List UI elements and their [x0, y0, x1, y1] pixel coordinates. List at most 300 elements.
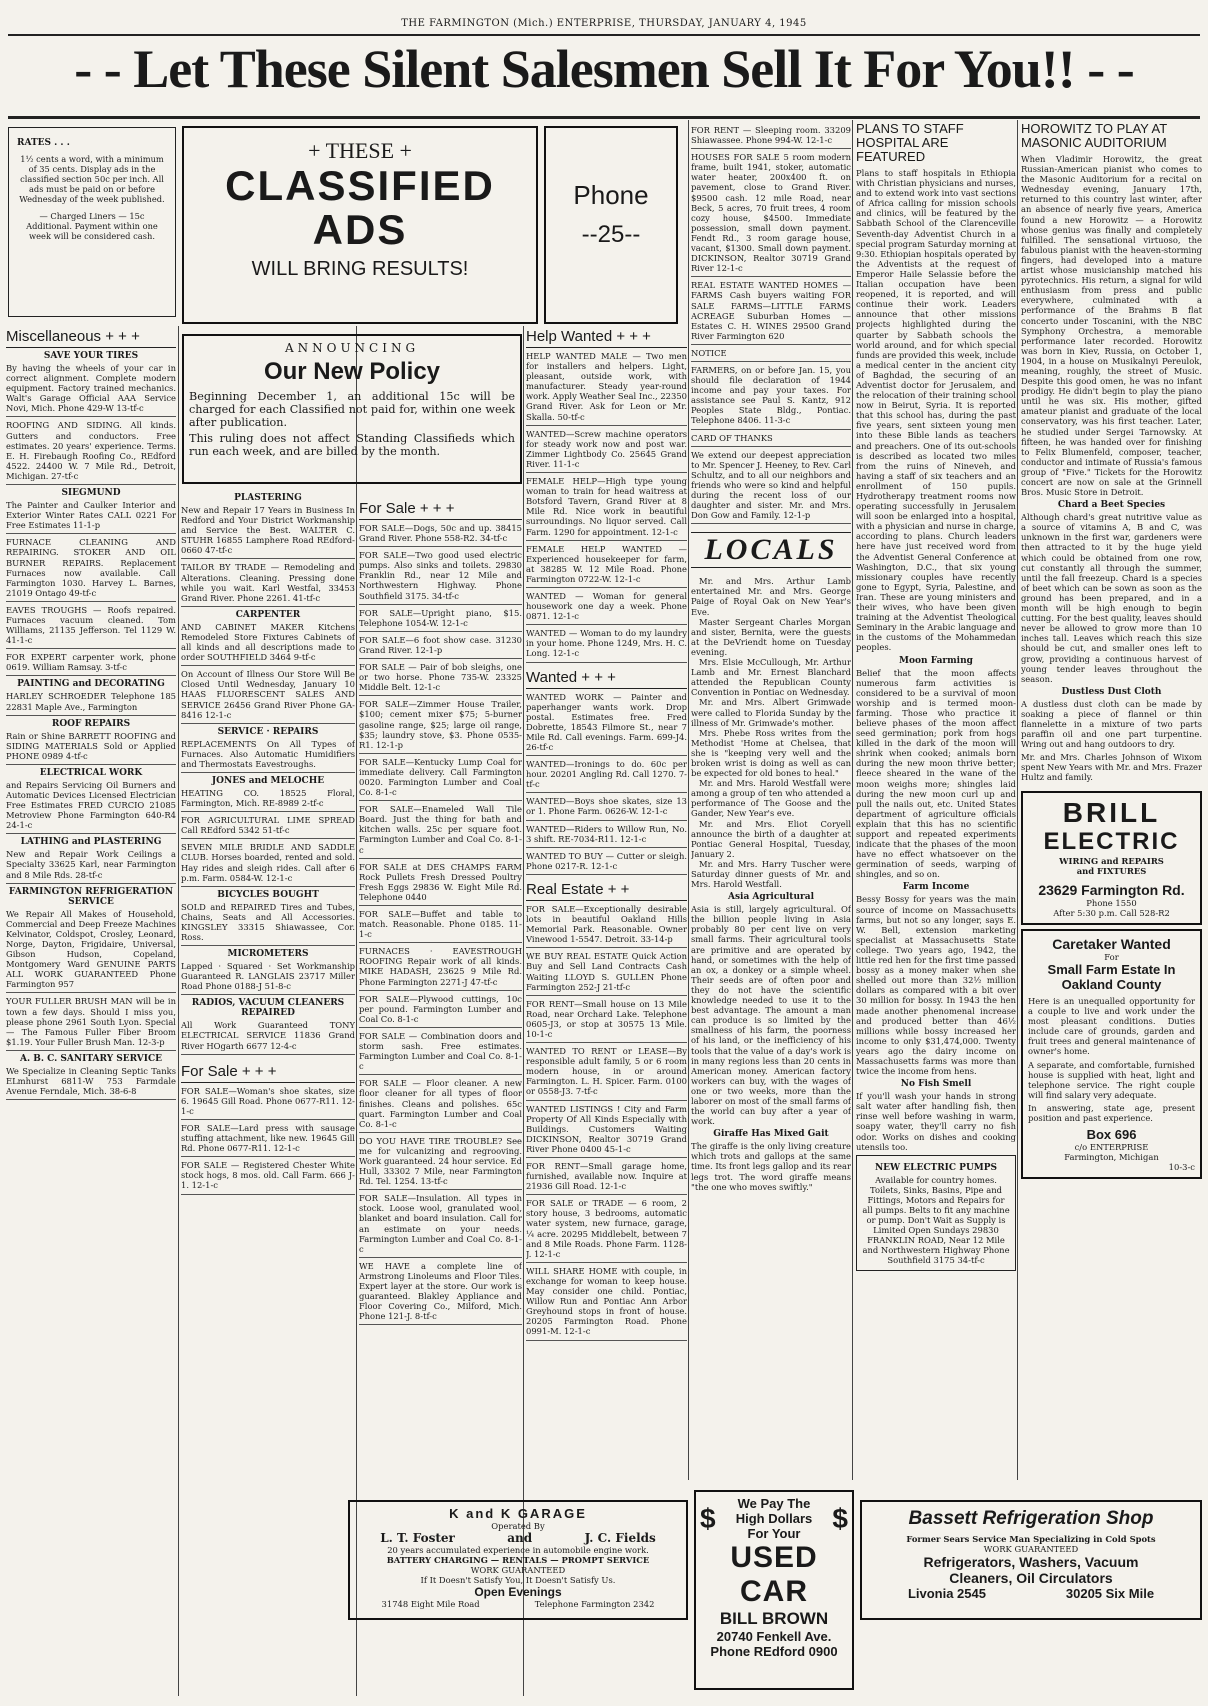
classified-ad [359, 1261, 522, 1322]
col-divider [523, 326, 524, 1696]
ad-text: DO YOU HAVE TIRE TROUBLE? See me for vulcanizing and regrooving. Work guaranteed. 24 hour service. Ed Hull, 33302 7 Mile, near Farmington Rd. Tel. 1254. 13-tf-c [359, 1135, 522, 1187]
ad-text: REPLACEMENTS On All Types of Furnaces. Also Automatic Humidifiers and Thermostats Eavestroughs. [181, 738, 355, 769]
col-divider [688, 120, 689, 1480]
ad-text: FOR SALE — Combination doors and storm sash. Free estimates. Farmington Lumber and Coal Co. 8-1-c [359, 1030, 522, 1072]
ad-text: FOR SALE—Enameled Wall Tile Board. Just the thing for bath and kitchen walls. 25c per square foot. Farmington Lumber and Coal Co. 8-1-c [359, 804, 522, 855]
locals-items [691, 576, 851, 889]
ad-divider [359, 631, 522, 632]
ad-divider [359, 658, 522, 659]
kk-heading: K and K GARAGE [449, 1506, 587, 1521]
ad-text: AND CABINET MAKER Kitchens Remodeled Store Fixtures Cabinets of all kinds and all descriptions made to order SOUTHFIELD 3464 9-tf-c [181, 621, 355, 663]
ad-divider [359, 990, 522, 991]
bassett-l2: Refrigerators, Washers, Vacuum [923, 1554, 1139, 1571]
classified-ad [526, 476, 687, 537]
moon-heading: Moon Farming [899, 655, 973, 666]
kk-garage-ad [348, 1500, 688, 1620]
kk-operated: Operated By [491, 1521, 545, 1531]
classified-ad [526, 999, 687, 1039]
classified-ad [691, 348, 851, 358]
ad-heading: BICYCLES BOUGHT [217, 889, 319, 900]
ad-text: and Repairs Servicing Oil Burners and Automatic Devices Licensed Electrician Free Estimates FRED CURCIO 21085 Metroview Phone Farmington 640-R4 24-1-c [6, 779, 176, 831]
pumps-body: Available for country homes. Toilets, Sinks, Basins, Pipe and Fittings, Motors and Repairs for all pumps. Belts to fit any machine or pump. Don't Wait as Supply is Limited Open Sundays 29830 FRANKLIN ROAD, Near 12 Mile and Northwestern Highway Phone Southfield 3175 34-tf-c [862, 1174, 1010, 1266]
policy-box [182, 330, 522, 490]
ad-divider [6, 715, 176, 716]
ad-text: NOTICE [691, 347, 727, 358]
caretaker-code: 10-3-c [1168, 1162, 1195, 1173]
col-divider [852, 120, 853, 1480]
moon-body: Belief that the moon affects numerous farm activities is considered to be a survival of moon worship and is termed moon-farming. Those who practice it believe phases of the moon affect seed germination; pork from hogs killed in the dark of the moon will shrink when cooked; animals born during the new moon thrive better; fleece sheared in the wane of the moon weighs more; shingles laid during the new moon curl up and pull the nails out, etc. United States department of agriculture officials explain that this has no scientific support and repeated experiments indicate that the phases of the moon have no effect whatsoever on the germination of seeds, warping of shingles, and so on. [856, 667, 1016, 880]
classified-ad [691, 365, 851, 426]
ad-text: FOR SALE—Insulation. All types in stock. Loose wool, granulated wool, blanket and board insulation. Call for an estimate on your needs. Farmington Lumber and Coal Co. 8-1-c [359, 1193, 522, 1254]
ad-text: FOR SALE—Plywood cuttings, 10c per pound. Farmington Lumber and Coal Co. 8-1-c [359, 993, 522, 1024]
giraffe-body: The giraffe is the only living creature which trots and gallops at the same time. Its front legs gallop and its rear legs trot. The word giraffe means "the one who moves swiftly." [691, 1141, 851, 1192]
dustcloth-body: A dustless dust cloth can be made by soaking a piece of flannel or thin flannelette in a mixture of two parts paraffin oil and one part turpentine. Wring out and hang outdoors to dry. [1021, 698, 1202, 750]
classified-ad [181, 1160, 355, 1190]
caretaker-heading: Caretaker Wanted [1052, 935, 1171, 952]
classified-ad [6, 351, 176, 413]
locals-item: Master Sergeant Charles Morgan and sister, Bernita, were the guests at the DeVriendt home on Tuesday evening. [691, 616, 851, 657]
ad-divider [691, 276, 851, 277]
classified-ad [6, 719, 176, 761]
classified-ad [359, 804, 522, 854]
section-header-forsale: For Sale + + + [359, 498, 522, 520]
ad-text: FOR SALE at DES CHAMPS FARM Rock Pullets Fresh Dressed Poultry Fresh Eggs 29836 W. Eight Mile Rd. Telephone 0440 [359, 861, 522, 902]
classified-ad [181, 1123, 355, 1153]
classified-ad [359, 699, 522, 749]
fish-smell-heading: No Fish Smell [900, 1079, 972, 1090]
ad-text: WANTED TO RENT or LEASE—By responsible adult family, 5 or 6 room modern house, in or around Farmington. L. H. Spicer. Farm. 0100 or 0558-J3. 7-tf-c [526, 1046, 687, 1097]
classified-ad [526, 1161, 687, 1191]
hospital-body: Plans to staff hospitals in Ethiopia with Christian physicians and nurses, and to extend work into vast sections of Africa calling for mission schools and clinics, will be featured by the Sabbath School of the Clarenceville Seventh-day Adventist Church in a special program Saturday morning at 9:30. Ethiopian hospitals operated by the Adventists at the request of Emperor Haile Selassie before the Italian occupation have been reopened, it is reported, and will continue their work. Leaders announce that other missions projects highlighted during the quarter by Sabbath schools the world around, and for which special funds are provided this week, include a medical center in the ancient city of Baghdad, the securing of an Adventist doctor for Jerusalem, and the relocation of their training school now in Beirut, Syria. It is reported that this school has, during the past five years, sent sixteen young men into these Bible lands as teachers and preachers. One of its out-schools is described as located two miles from the ruins of Nineveh, and having a staff of six teachers and an enrollment of 150 pupils. Hydrotherapy treatment rooms now operating successfully in Jerusalem will soon be enlarged into a hospital, with a physician and nurse in charge, according to plans. Church leaders here have just received word from the Adventist General Conference at Washington, D.C., that six young missionary couples have recently gone to Egypt, Syria, Palestine, and Iran. These are young ministers and their wives, who have been given training at the Adventist Theological Seminary in the Arabic language and in the customs of the Mohammedan peoples. [856, 168, 1016, 653]
ad-divider [526, 472, 687, 473]
classified-ad [691, 433, 851, 443]
kk-satisfy: If It Doesn't Satisfy You, It Doesn't Satisfy Us. [420, 1575, 616, 1586]
classified-ad [359, 1193, 522, 1254]
classified-ad [359, 1136, 522, 1186]
bassett-heading: Bassett Refrigeration Shop [908, 1508, 1154, 1529]
ad-heading: A. B. C. SANITARY SERVICE [20, 1053, 162, 1064]
ad-divider [526, 540, 687, 541]
ad-text: ROOFING AND SIDING. All kinds. Gutters and conductors. Free estimates. 20 years' experience. Terms. E. H. Firebaugh Roofing Co., REdford 4522. 24400 W. 7 Mile Rd., Detroit, Michigan. 27-tf-c [6, 420, 176, 481]
realestate-ads [526, 904, 687, 1341]
classified-ad [181, 562, 355, 602]
classified-ad [181, 815, 355, 835]
classified-ad [526, 692, 687, 753]
ad-divider [181, 1156, 355, 1157]
classified-ad [181, 890, 355, 942]
classified-ad [359, 757, 522, 797]
classified-ad [181, 842, 355, 882]
ad-text: FOR RENT—Small garage home, furnished, available now. Inquire at 21936 Gill Road. 12-1-c [526, 1161, 687, 1192]
ad-text: HOUSES FOR SALE 5 room modern frame, built 1941, stoker, automatic water heater, 200x400 ft. on pavement, close to Grand River. $9500 cash. 12 mile Road, near Beck, 5 acres, 70 fruit trees, 4 room cozy house, $4500. Immediate possession, small down payment. Fendt Rd., 3 room garage house, vacant, $1300. Small down payment. DICKINSON, Realtor 30719 Grand River 12-1-c [691, 152, 851, 274]
ad-text: On Account of Illness Our Store Will Be Closed Until Wednesday, January 10 HAAS FLUORESCENT SALES AND SERVICE 26456 Grand River Phone GA-8416 12-1-c [181, 669, 355, 720]
locals-item: Mr. and Mrs. Eliot Coryell announce the birth of a daughter at Pontiac General Hospital, Tuesday, January 2. [691, 818, 851, 859]
ad-heading: SIEGMUND [61, 488, 121, 499]
ad-divider [181, 606, 355, 607]
ad-text: WANTED — Woman to do my laundry in your home. Phone 1249, Mrs. H. C. Long. 12-1-c [526, 628, 687, 659]
used-car-l2: High Dollars [735, 1511, 813, 1526]
bassett-guaranteed: WORK GUARANTEED [983, 1544, 1079, 1555]
ad-divider [359, 695, 522, 696]
ad-divider [526, 947, 687, 948]
horowitz-body: When Vladimir Horowitz, the great Russian-American pianist who comes to the Masonic Auditorium for a recital on Wednesday evening, January 17th, returned to this country last winter, after an absence of nearly five years, America found a new Horowitz — a Horowitz whose genius was finally and completely fulfilled. The sensational virtuoso, the fabulous pianist with the heaven-storming fingers, had developed into a mature artist whose musicianship matched his pyrotechnics. His return, a signal for wild enthusiasm from press and public everywhere, culminated with a performance of the Brahms B flat concerto under Toscanini, with the NBC Symphony Orchestra, a memorable performance later recorded. Horowitz was born in Kiev, Russia, on October 1, 1904, in a house on Musikalnyi Pereulok, meaning, roughly, the street of Music. Despite this good omen, he was no infant prodigy. He didn't begin to play the piano until he was six. His mother, gifted amateur pianist and graduate of the local conservatory, was his first teacher. Later, he studied under Sergei Tarnowsky. At fifteen, he was handed over for finishing to Felix Blumenfeld, composer, teacher, conductor and intimate of Russia's famous group of "Five." Tickets for the Horowitz concert are now on sale at the Grinnell Bros. Music Store in Detroit. [1021, 154, 1202, 498]
classified-ad [6, 605, 176, 645]
caretaker-ad [1021, 929, 1202, 1180]
ad-heading: RADIOS, VACUUM CLEANERS REPAIRED [191, 998, 345, 1019]
ad-text: New and Repair 17 Years in Business In Redford and Your District Workmanship and Service the Best. WALTER C. STUHR 16855 Lamphere Road REdford-0660 47-tf-c [181, 505, 355, 556]
caretaker-heading2: Small Farm Estate In Oakland County [1047, 962, 1176, 992]
bassett-location: Livonia 2545 [907, 1586, 986, 1602]
kk-name1: L. T. Foster [380, 1531, 455, 1546]
ad-text: FOR SALE—Buffet and table to match. Reasonable. Phone 0185. 11-1-c [359, 909, 522, 940]
hospital-headline: PLANS TO STAFF HOSPITAL ARE FEATURED [856, 122, 964, 164]
ad-divider [6, 992, 176, 993]
caretaker-c2: Farmington, Michigan [1064, 1152, 1159, 1163]
rates-body: 1½ cents a word, with a minimum of 35 cents. Display ads in the classified section 50c per inch. All ads must be paid on or before Wednesday of the week published. [19, 154, 165, 205]
ad-divider [181, 723, 355, 724]
asia-heading: Asia Agricultural [727, 892, 814, 903]
column-forsale [359, 498, 522, 1508]
classified-ad [181, 610, 355, 662]
bassett-footer [868, 1586, 1194, 1601]
bassett-l1: Former Sears Service Man Specializing in Cold Spots [906, 1534, 1156, 1544]
ad-text: HELP WANTED MALE — Two men for installers and helpers. Light, pleasant, outside work, with manufacturer. Steady year-round work. Apply Weather Seal Inc., 22350 Grand River. Ask for Leon or Mr. Skalla. 50-tf-c [526, 351, 687, 422]
ad-text: SEVEN MILE BRIDLE AND SADDLE CLUB. Horses boarded, rented and sold. Hay rides and sleigh rides. Call after 6 p.m. Farm. 0584-W. 12-1-c [181, 842, 355, 883]
classified-ad [526, 851, 687, 871]
classified-ad [359, 1031, 522, 1071]
ad-divider [181, 994, 355, 995]
ad-divider [526, 1042, 687, 1043]
dustcloth-heading: Dustless Dust Cloth [1061, 686, 1162, 697]
ad-text: HEATING CO. 18525 Floral, Farmington, Mich. RE-8989 2-tf-c [181, 787, 355, 809]
classified-ad [691, 152, 851, 273]
ad-text: WANTED TO BUY — Cutter or sleigh. Phone 0217-R. 12-1-c [526, 850, 687, 871]
ad-divider [181, 811, 355, 812]
caretaker-box: Box 696 [1086, 1127, 1137, 1143]
ad-text: CARD OF THANKS [691, 432, 773, 443]
column-articles [856, 122, 1016, 1482]
ad-text: WANTED—Riders to Willow Run, No. 3 shift. RE-7034-R11. 12-1-c [526, 823, 687, 844]
used-car-phone: Phone REdford 0900 [710, 1644, 838, 1659]
classified-ad [359, 635, 522, 655]
ad-divider [526, 425, 687, 426]
ad-divider [6, 416, 176, 417]
forsale-ads-bottom [181, 1086, 355, 1195]
used-car-ad [694, 1490, 854, 1690]
used-car-address: 20740 Fenkell Ave. [716, 1629, 832, 1644]
ad-divider [526, 662, 687, 663]
ad-divider [359, 604, 522, 605]
classified-ad [359, 862, 522, 902]
classified-ad [526, 904, 687, 944]
kk-operators [354, 1531, 682, 1545]
locals-item: Mr. and Mrs. Harold Westfall were among a group of ten who attended a performance of The Goose and the Gander, New Year's eve. [691, 778, 851, 819]
ad-divider [526, 755, 687, 756]
classified-ad [526, 1104, 687, 1154]
classified-ad [181, 727, 355, 769]
classified-ad [6, 420, 176, 481]
ad-text: FOR SALE—6 foot show case. 31230 Grand River. 12-1-p [359, 634, 522, 655]
brill-ad [1021, 791, 1202, 925]
ad-divider [691, 361, 851, 362]
locals-item: Mrs. Phebe Ross writes from the Methodist 'Home at Chelsea, that she is "keeping very well and the broken wrist is doing as well as can be expected for old bones to heal." [691, 727, 851, 779]
ad-text: HARLEY SCHROEDER Telephone 185 22831 Maple Ave., Farmington [6, 691, 176, 712]
classified-ad [6, 887, 176, 990]
ad-divider [181, 1119, 355, 1120]
dollar-icon: $ [700, 1502, 716, 1534]
brill-l2: ELECTRIC [1043, 827, 1180, 855]
ad-text: We Specialize in Cleaning Septic Tanks ELmhurst 6811-W 753 Farmdale Avenue Ferndale, Mich. 38-6-8 [6, 1065, 176, 1097]
ad-divider [691, 344, 851, 345]
ad-text: FOR SALE or TRADE — 6 room, 2 story house, 3 bedrooms, automatic water system, new furnace, garage, ¼ acre. 20295 Middlebelt, between 7 and 8 Mile Roads. Phone Farm. 1128-J. 12-1-c [526, 1198, 687, 1259]
ad-divider [359, 1257, 522, 1258]
ad-text: FOR SALE—Two good used electric pumps. Also sinks and toilets. 29830 Franklin Rd., near 12 Mile and Northwestern Highway. Phone Southfield 3175. 34-tf-c [359, 550, 522, 601]
ad-divider [359, 1027, 522, 1028]
ad-text: WANTED WORK — Painter and paperhanger wants work. Drop postal. Estimates free. Fred Dobrette, 18543 Filmore St., near 7 Mile Rd. Call evenings. Farm. 699-J4. 26-tf-c [526, 691, 687, 752]
ad-divider [526, 1100, 687, 1101]
classified-ad [359, 994, 522, 1024]
ad-heading: ELECTRICAL WORK [39, 767, 143, 778]
ad-text: Lapped · Squared · Set Workmanship Guaranteed R. LANGLAIS 23717 Miller Road Phone 0188-J 51-8-c [181, 961, 355, 992]
classified-ad [181, 669, 355, 719]
classified-ad [526, 429, 687, 469]
section-header-help: Help Wanted + + + [526, 326, 687, 348]
ad-text: FURNACE CLEANING AND REPAIRING. STOKER AND OIL BURNER REPAIRS. Replacement Furnaces now available. Call Farmington 1030. Harvey L. Barnes, 21019 Ontago 49-tf-c [6, 537, 176, 598]
ad-text: WANTED—Boys shoe skates, size 13 or 1. Phone Farm. 0626-W. 12-1-c [526, 796, 687, 817]
ad-text: WE HAVE a complete line of Armstrong Linoleums and Floor Tiles. Expert layer at the store. Our work is guaranteed. Blakley Appliance and Floor Covering Co., Milford, Mich. Phone 121-J. 8-tf-c [359, 1260, 522, 1322]
ad-divider [359, 1324, 522, 1325]
classified-ad [6, 1054, 176, 1096]
classified-tag: WILL BRING RESULTS! [251, 258, 469, 280]
ad-divider [359, 753, 522, 754]
classified-ad [6, 537, 176, 598]
classified-ad [691, 280, 851, 341]
ad-text: WANTED—Ironings to do. 60c per hour. 20201 Angling Rd. Call 1270. 7-tf-c [526, 759, 687, 790]
ad-text: FOR SALE—Lard press with sausage stuffing attachment, like new. 19645 Gill Rd. Phone 0677-R11. 12-1-c [181, 1122, 355, 1154]
section-header-realestate: Real Estate + + [526, 879, 687, 901]
service-ads [181, 493, 355, 1055]
ad-divider [526, 995, 687, 996]
ad-text: FOR SALE—Upright piano, $15. Telephone 1054-W. 12-1-c [359, 607, 522, 628]
ad-divider [691, 148, 851, 149]
kk-open: Open Evenings [474, 1585, 562, 1600]
classified-ad [526, 1266, 687, 1337]
rates-box [8, 124, 176, 322]
wanted-ads [526, 692, 687, 875]
section-header-misc: Miscellaneous + + + [6, 326, 176, 348]
ad-heading: SAVE YOUR TIRES [43, 351, 139, 361]
ad-text: FOR SALE—Woman's shoe skates, size 6. 19645 Gill Road. Phone 0677-R11. 12-1-c [181, 1085, 355, 1116]
ad-divider [6, 883, 176, 884]
ad-divider [6, 764, 176, 765]
ad-text: New and Repair Work Ceilings a Specialty 33625 Karl, near Farmington and 8 Mile Rds. 28-tf-c [6, 849, 176, 880]
ad-divider [526, 847, 687, 848]
misc-ads [6, 351, 176, 1100]
brill-l1: BRILL [1062, 796, 1161, 828]
ad-divider [359, 546, 522, 547]
classified-ad [181, 493, 355, 555]
used-car-name: BILL BROWN [719, 1609, 829, 1628]
ad-text: TAILOR BY TRADE — Remodeling and Alterations. Cleaning. Pressing done while you wait. Karl Westfal, 33453 Grand River. Phone 2261. 41-tf-c [181, 562, 355, 603]
giraffe-heading: Giraffe Has Mixed Gait [713, 1129, 829, 1140]
ad-text: FOR EXPERT carpenter work, phone 0619. William Ramsay. 3-tf-c [6, 652, 176, 673]
ad-heading: PAINTING and DECORATING [17, 679, 165, 690]
classified-ad [181, 998, 355, 1050]
caretaker-p1: Here is an unequalled opportunity for a couple to live and work under the most pleasant conditions. Duties include care of grounds, garden and fruit trees and general maintenance of owner's home. [1028, 996, 1195, 1057]
ad-divider [181, 945, 355, 946]
column-services [181, 490, 355, 1690]
locals-heading: LOCALS [691, 532, 851, 568]
locals-item: Mr. and Mrs. Harry Tuscher were Saturday dinner guests of Mr. and Mrs. Harold Westfall. [691, 858, 851, 890]
column-help-wanted [526, 326, 687, 1486]
ad-text: REAL ESTATE WANTED HOMES — FARMS Cash buyers waiting FOR SALE FARMS—LITTLE FARMS ACREAGE Suburban Homes — Estates C. H. WINES 29500 Grand River Farmington 620 [691, 280, 851, 341]
ad-text: We Repair All Makes of Household, Commercial and Deep Freeze Machines Kelvinator, Coldspot, Crosley, Leonard, Norge, Dayton, Frigidaire, Universal, Gibson Hudson, Copeland, Montgomery Ward GENUINE PARTS ALL WORK GUARANTEED Phone Farmington 957 [6, 908, 176, 990]
ad-text: FOR AGRICULTURAL LIME SPREAD Call REdford 5342 51-tf-c [181, 815, 355, 836]
phone-label: Phone [573, 180, 649, 210]
classified-ad [526, 628, 687, 658]
caretaker-p2: A separate, and comfortable, furnished house is supplied with heat, light and telephone service. The right couple will find salary very adequate. [1028, 1059, 1195, 1100]
ad-divider [359, 800, 522, 801]
ad-divider [526, 820, 687, 821]
ad-text: FOR SALE — Registered Chester White stock hogs, 8 mos. old. Call Farm. 666 J-1. 12-1-c [181, 1160, 355, 1191]
ad-text: WANTED—Screw machine operators for steady work now and post war. Zimmer Lightbody Co. 25645 Grand River. 11-1-c [526, 428, 687, 469]
classified-ad [359, 909, 522, 939]
ad-divider [181, 665, 355, 666]
rates-charged: — Charged Liners — 15c Additional. Payment within one week will be considered cash. [26, 210, 158, 241]
classified-ad [526, 591, 687, 621]
ad-divider [526, 1262, 687, 1263]
kk-name2: J. C. Fields [584, 1531, 656, 1546]
ad-text: WE BUY REAL ESTATE Quick Action Buy and Sell Land Contracts Cash Waiting LLOYD S. GULLEN Phone Farmington 252-J 21-tf-c [526, 951, 687, 992]
ad-divider [6, 1099, 176, 1100]
ad-divider [6, 833, 176, 834]
ad-text: EAVES TROUGHS — Roofs repaired. Furnaces vacuum cleaned. Tom Williams, 21135 Jefferson. Tel 1129 W. 41-1-c [6, 604, 176, 646]
ad-divider [6, 533, 176, 534]
ad-text: YOUR FULLER BRUSH MAN will be in town a few days. Should I miss you, please phone 2961 South Lyon. Special — The Famous Fuller Fiber Broom $1.19. Your Fuller Brush Man. 12-3-p [6, 996, 176, 1047]
ad-divider [526, 624, 687, 625]
ad-divider [359, 905, 522, 906]
kk-address: 31748 Eight Mile Road [381, 1599, 480, 1610]
classified-ad [6, 837, 176, 879]
ad-divider [181, 886, 355, 887]
policy-title: Our New Policy [263, 358, 441, 385]
chard-body: Although chard's great nutritive value as a source of vitamins A, B and C, was unknown in the first war, gardeners were then attracted to it by the huge yield which could be obtained from one row, cut constantly all through the summer, until the fall freezeup. Chard is a species of beet which can be sown as soon as the ground has been prepared, and in a month will be high enough to begin cutting. For the best quality, leaves should never be allowed to grow more than 10 inches tall. Leaves which reach this size should be cut, and smaller ones left to grow, providing a continuous harvest of young tender leaves throughout the season. [1021, 512, 1202, 684]
bassett-address: 30205 Six Mile [1065, 1586, 1155, 1602]
classified-ad [526, 796, 687, 816]
brill-hours: After 5:30 p.m. Call 528-R2 [1053, 907, 1170, 918]
kk-services: BATTERY CHARGING — RENTALS — PROMPT SERVICE [386, 1555, 650, 1566]
johnson-item: Mr. and Mrs. Charles Johnson of Wixom spent New Years with Mr. and Mrs. Frazer Hultz and family. [1021, 752, 1202, 783]
classified-ad [526, 1198, 687, 1259]
policy-announcing: ANNOUNCING [284, 341, 420, 355]
ad-text: FEMALE HELP—High type young woman to train for head waitress at Botsford Tavern, Grand River at 8 Mile Rd. Nice work in beautiful surroundings. No liquor served. Call Farm. 1290 for appointment. 12-1-c [526, 476, 687, 537]
ad-heading: FARMINGTON REFRIGERATION SERVICE [8, 886, 174, 907]
ad-text: FOR SALE—Dogs, 50c and up. 38415 Grand River. Phone 558-R2. 34-tf-c [359, 523, 522, 544]
ad-divider [691, 523, 851, 524]
ad-text: WANTED — Woman for general housework one day a week. Phone 0871. 12-1-c [526, 590, 687, 622]
classified-ad [526, 544, 687, 584]
pumps-ad [856, 1155, 1016, 1271]
ad-text: FOR RENT—Small house on 13 Mile Road, near Orchard Lake. Telephone 0605-J3, or stop at 30575 13 Mile. 10-1-c [526, 998, 687, 1039]
ad-divider [526, 1194, 687, 1195]
classified-ad [691, 125, 851, 145]
ad-divider [526, 874, 687, 875]
ad-divider [6, 675, 176, 676]
ad-text: FOR SALE—Zimmer House Trailer, $100; cement mixer $75; 5-burner gasoline range, $25; large oil range, $35; laundry stove, $3. Phone 0535-R1. 12-1-p [359, 699, 522, 750]
ad-divider [6, 484, 176, 485]
locals-item: Mr. and Mrs. Albert Grimwade were called to Florida Sunday by the illness of Mr. Grimwade's mother. [691, 697, 851, 728]
ad-divider [181, 558, 355, 559]
ad-text: FOR SALE — Floor cleaner. A new floor cleaner for all types of floor finishes. Cleans and polishes. 65c quart. Farmington Lumber and Coal Co. 8-1-c [359, 1078, 522, 1129]
classified-ad [181, 776, 355, 808]
notice-ads [691, 125, 851, 524]
ad-divider [6, 601, 176, 602]
ad-heading: ROOF REPAIRS [51, 718, 131, 729]
ad-divider [359, 1132, 522, 1133]
classified-ad [6, 652, 176, 672]
ad-text: The Painter and Caulker Interior and Exterior Winter Rates CALL 0221 For Free Estimates 11-1-p [6, 500, 176, 531]
kk-footer [354, 1599, 682, 1609]
classified-ad [181, 949, 355, 991]
phone-box [544, 126, 678, 324]
classified-ad [526, 951, 687, 991]
ad-text: Rain or Shine BARRETT ROOFING and SIDING MATERIALS Sold or Applied PHONE 0989 4-tf-c [6, 730, 176, 761]
used-car-top [700, 1496, 848, 1541]
ad-heading: JONES and MELOCHE [211, 775, 325, 786]
col-divider [356, 326, 357, 1696]
page-banner: - - Let These Silent Salesmen Sell It For You!! - - [74, 39, 1134, 99]
locals-item: Mr. and Mrs. Arthur Lamb entertained Mr. and Mrs. George Paige of Royal Oak on New Year's Eve. [691, 576, 851, 617]
masthead-line: THE FARMINGTON (Mich.) ENTERPRISE, THURSDAY, JANUARY 4, 1945 [401, 18, 807, 29]
ad-text: FOR RENT — Sleeping room. 33209 Shiawassee. Phone 994-W. 12-1-c [691, 125, 851, 146]
brill-addr: 23629 Farmington Rd. [1038, 881, 1185, 898]
section-header-wanted: Wanted + + + [526, 667, 687, 689]
kk-telephone: Telephone Farmington 2342 [534, 1599, 655, 1610]
ad-divider [359, 1074, 522, 1075]
ad-divider [526, 587, 687, 588]
section-header-forsale2: For Sale + + + [181, 1061, 355, 1083]
classified-ad [526, 351, 687, 422]
classified-these: + THESE + [308, 138, 412, 163]
pumps-heading: NEW ELECTRIC PUMPS [874, 1162, 998, 1173]
phone-number: --25-- [581, 221, 641, 248]
ad-text: FEMALE HELP WANTED — Experienced housekeeper for farm, at 38285 W. 12 Mile Road. Phone Farmington 0722-W. 12-1-c [526, 543, 687, 584]
classified-line2: ADS [312, 206, 408, 253]
classified-ad [6, 679, 176, 711]
ad-heading: MICROMETERS [227, 949, 309, 960]
classified-ad [691, 450, 851, 521]
classified-ad [359, 662, 522, 692]
used-car-l3: For Your [747, 1526, 801, 1541]
column-notices [691, 122, 851, 1482]
ad-divider [359, 858, 522, 859]
farm-income-body: Bessy Bossy for years was the main source of income on Massachusetts farms, but not so any longer, says E. W. Bell, extension marketing specialist at Massachusetts State college. Two years ago, 1942, the little red hen for the first time passed bossy as a money maker when she shelled out more than 32½ million dollars as compared with a bit over 30 million for bossy. In 1943 the hen made another phenomenal increase and produced better than 46½ millions while bossy increased her income to only $31,474,000. Twenty years ago the dairy income on Massachusetts farms was more than twice the income from hens. [856, 894, 1016, 1077]
forsale-ads [359, 523, 522, 1325]
farm-income-heading: Farm Income [902, 882, 970, 893]
policy-p2: This ruling does not affect Standing Classifieds which run each week, and are billed by the month. [189, 432, 515, 458]
ad-text: FARMERS, on or before Jan. 15, you should file declaration of 1944 income and pay your taxes. For assistance see Paul S. Kantz, 912 Peoples State Bldg., Pontiac. Telephone 8406. 11-3-c [691, 364, 851, 426]
used-car-l1: We Pay The [737, 1496, 811, 1511]
ad-divider [359, 942, 522, 943]
classified-ads-box [182, 126, 538, 324]
ad-heading: CARPENTER [235, 609, 301, 620]
kk-and: and [507, 1531, 533, 1546]
classified-ad [526, 759, 687, 789]
ad-divider [359, 1189, 522, 1190]
caretaker-c1: c/o ENTERPRISE [1074, 1142, 1149, 1153]
ad-heading: SERVICE · REPAIRS [217, 726, 319, 737]
ad-divider [181, 838, 355, 839]
